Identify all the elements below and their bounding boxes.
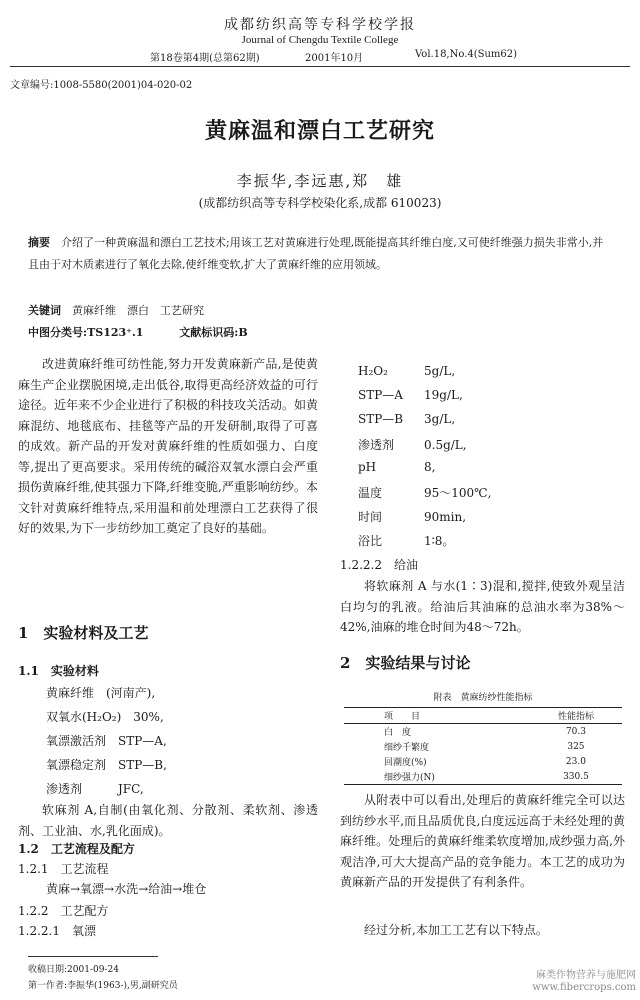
keywords — [28, 302, 204, 318]
article-number: 文章编号:1008-5580(2001)04-020-02 — [10, 80, 193, 91]
recipe-row: 时间 90min, — [358, 510, 467, 524]
table-cell: 325 — [567, 741, 585, 752]
clc-label: 中图分类号: — [28, 326, 88, 339]
abstract — [28, 232, 614, 276]
watermark-cn: 麻类作物营养与施肥网 — [536, 970, 636, 981]
received-date: 收稿日期:2001-09-24 — [28, 965, 119, 975]
page-title: 黄麻温和漂白工艺研究 — [204, 118, 435, 144]
section1-1-heading: 1.1 实验材料 — [18, 664, 99, 678]
table-row — [344, 754, 622, 769]
doc-code-value: B — [238, 326, 248, 339]
process-flow: 黄麻→氧漂→水洗→给油→堆仓 — [46, 882, 207, 896]
material-item: 氧漂激活剂 STP—A, — [46, 734, 167, 748]
table-row — [344, 724, 622, 740]
section1-2-1-heading: 1.2.1 工艺流程 — [18, 862, 109, 876]
table-row — [344, 739, 622, 754]
doc-code-label: 文献标识码: — [179, 326, 239, 339]
table-cell: 330.5 — [563, 771, 589, 782]
table-cell: 细纱强力(N) — [384, 773, 435, 783]
table-header-row — [344, 708, 622, 724]
recipe-row: H₂O₂ 5g/L, — [358, 364, 456, 378]
recipe-row: STP—B 3g/L, — [358, 412, 456, 426]
material-item: 渗透剂 JFC, — [46, 782, 144, 796]
material-item: 双氧水(H₂O₂) 30%, — [46, 710, 164, 724]
table-cell: 回潮度(%) — [384, 758, 427, 768]
abstract-label: 摘要 — [28, 236, 50, 249]
recipe-row: 温度 95～100℃, — [358, 486, 492, 500]
table-header: 项 目 — [384, 712, 421, 722]
intro-paragraph — [18, 354, 318, 539]
abstract-text: 介绍了一种黄麻温和漂白工艺技术;用该工艺对黄麻进行处理,既能提高其纤维白度,又可使纤维强力损失非常小,并且由于对木质素进行了氧化去除,使纤维变软,扩大了黄麻纤维的应用领域。 — [28, 236, 604, 271]
first-author-note: 第一作者:李振华(1963-),男,副研究员 — [28, 981, 178, 991]
issue-en: Vol.18,No.4(Sum62) — [415, 49, 518, 60]
table-row — [344, 769, 622, 785]
table-header: 性能指标 — [557, 712, 594, 722]
table-cell: 细纱千繁度 — [384, 743, 430, 753]
results-paragraph: 从附表中可以看出,处理后的黄麻纤维完全可以达到纺纱水平,而且品质优良,白度远远高于未经处理的黄麻纤维。处理后的黄麻纤维柔软度增加,成纱强力高,外观洁净,可大大提高产品的竞争能力。本工艺的成功为黄麻新产品的开发提供了有利条件。 — [340, 793, 625, 889]
watermark-url: www.fibercrops.com — [532, 982, 636, 993]
authors: 李振华,李远惠,郑 雄 — [236, 172, 404, 190]
recipe-row: pH 8, — [358, 460, 436, 474]
table-caption: 附表 黄麻纺纱性能指标 — [433, 693, 533, 703]
issue-date: 2001年10月 — [305, 53, 364, 64]
footnote-rule — [28, 956, 158, 957]
keywords-label: 关键词 — [28, 304, 61, 317]
table-cell: 白 度 — [384, 728, 412, 738]
section1-heading: 1 实验材料及工艺 — [18, 624, 149, 642]
header-rule — [10, 66, 630, 67]
journal-title-cn: 成都纺织高等专科学校学报 — [224, 17, 416, 33]
affiliation: (成都纺织高等专科学校染化系,成都 610023) — [198, 196, 442, 210]
oiling-heading: 1.2.2.2 给油 — [340, 558, 418, 572]
performance-table — [344, 690, 622, 785]
oiling-text: 将软麻剂 A 与水(1∶3)混和,搅拌,使致外观呈洁白均匀的乳液。给油后其油麻的总油水率为38%～42%,油麻的堆仓时间为48～72h。 — [340, 579, 625, 634]
issue-cn: 第18卷第4期(总第62期) — [150, 53, 260, 64]
softener-desc: 软麻剂 A,自制(由氧化剂、分散剂、柔软剂、渗透剂、工业油、水,乳化面成)。 — [18, 803, 318, 838]
recipe-row: STP—A 19g/L, — [358, 388, 463, 402]
results-paragraph-2: 经过分析,本加工工艺有以下特点。 — [364, 923, 548, 937]
classification — [28, 324, 248, 340]
section1-2-2-heading: 1.2.2 工艺配方 — [18, 904, 109, 918]
intro-text: 改进黄麻纤维可纺性能,努力开发黄麻新产品,是使黄麻生产企业摆脱困境,走出低谷,取得更高经济效益的可行途径。近年来不少企业进行了积极的科技攻关活动。如黄麻混纺、地毯底布、挂毯等产品的开发研制,取得了可喜的成效。新产品的开发对黄麻纤维的性质如强力、白度等,提出了更高要求。采用传统的碱浴双氧水漂白会严重损伤黄麻纤维,使其强力下降,纤维变脆,严重影响纺纱。本文针对黄麻纤维特点,采用温和前处理漂白工艺获得了很好的效果,为下一步纺纱加工奠定了良好的基础。 — [18, 357, 319, 535]
section1-2-2-1-heading: 1.2.2.1 氧漂 — [18, 924, 96, 938]
table-cell: 23.0 — [565, 756, 586, 767]
material-item: 氧漂稳定剂 STP—B, — [46, 758, 167, 772]
keywords-text: 黄麻纤维 漂白 工艺研究 — [72, 304, 204, 317]
material-item: 黄麻纤维 (河南产), — [46, 686, 156, 700]
section2-heading: 2 实验结果与讨论 — [340, 654, 471, 672]
journal-title-en: Journal of Chengdu Textile College — [241, 34, 399, 46]
section1-2-heading: 1.2 工艺流程及配方 — [18, 842, 135, 856]
clc-value: TS123⁺.1 — [87, 326, 144, 339]
recipe-row: 渗透剂 0.5g/L, — [358, 438, 467, 452]
recipe-row: 浴比 1∶8。 — [358, 534, 455, 548]
table-cell: 70.3 — [565, 726, 586, 737]
